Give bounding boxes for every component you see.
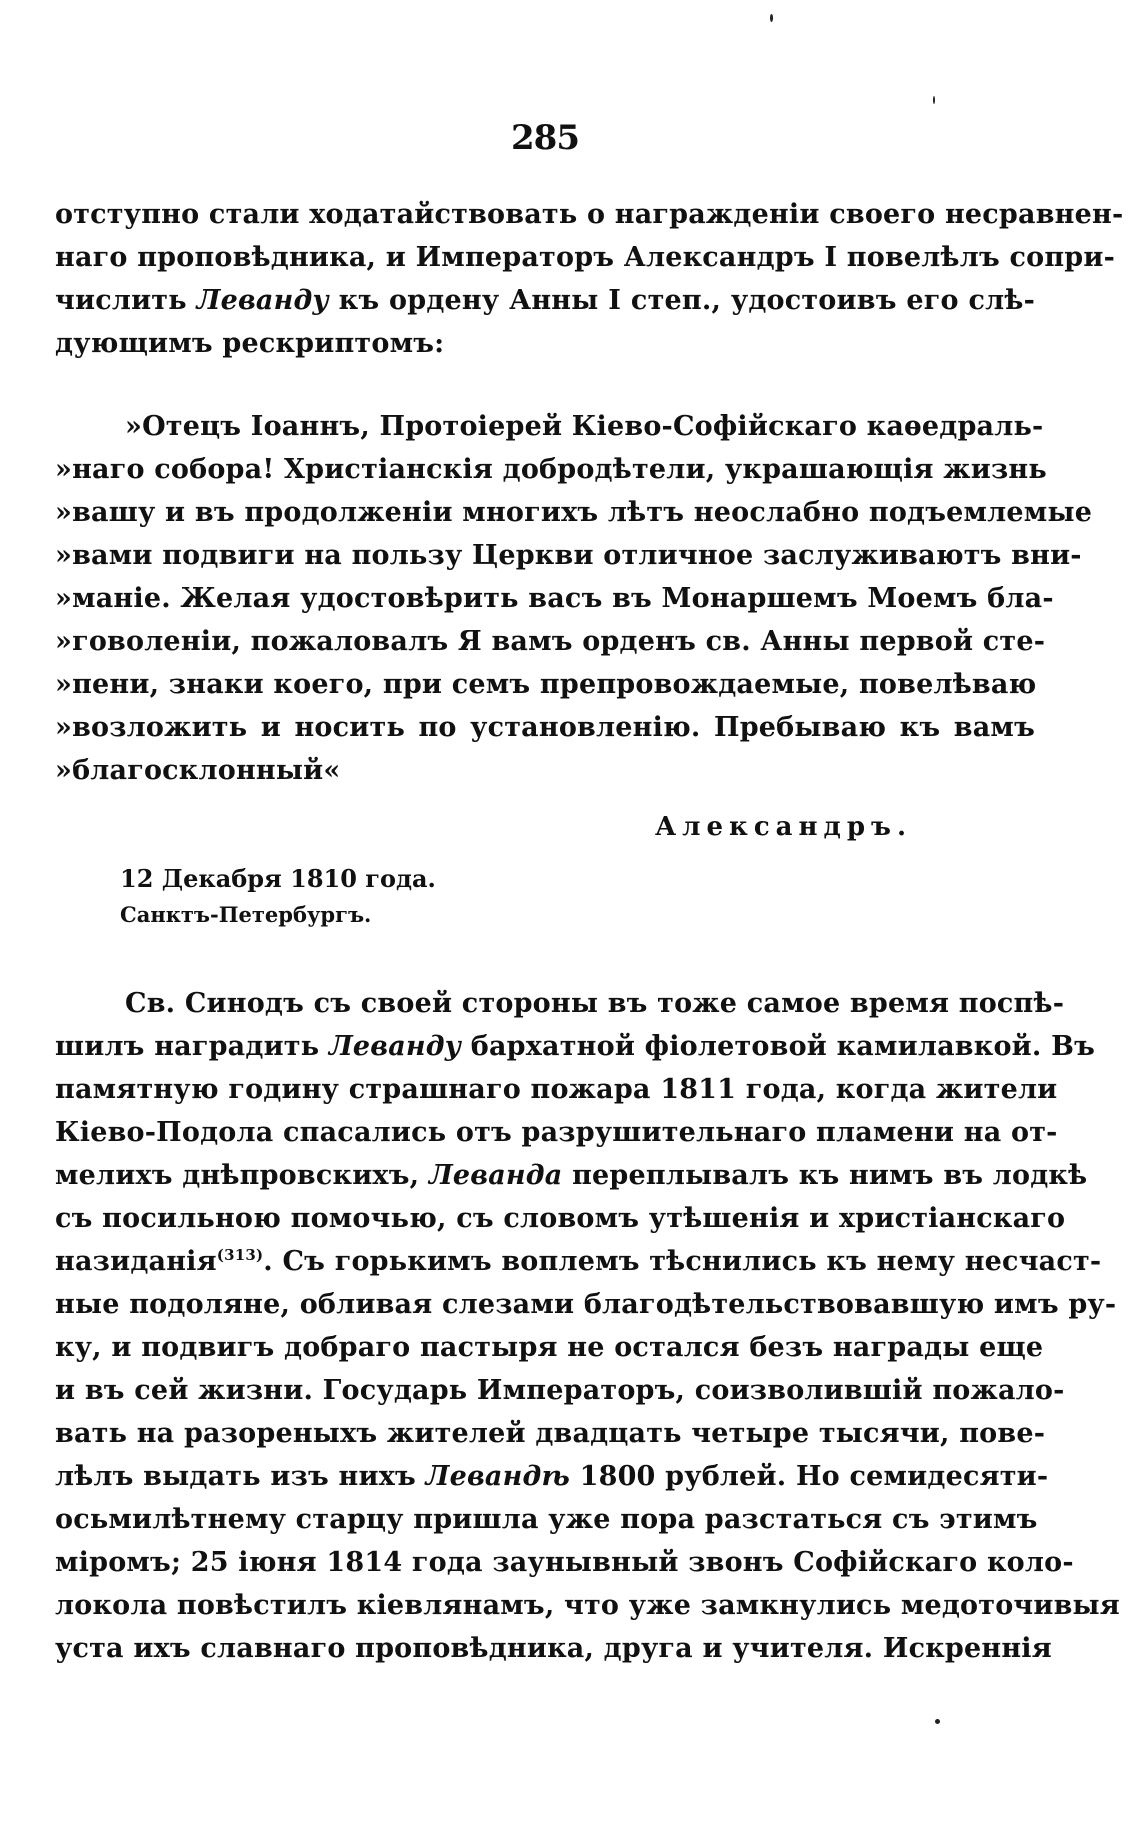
rescript-line: »наго собора! Христіанскія добродѣтели, украшающія жизнь [55,454,1047,485]
text-line [55,1025,1096,1068]
rescript-line: »возложить и носить по установленію. Пребываю къ вамъ [55,712,1035,743]
text-line: Св. Синодъ съ своей стороны въ тоже самое время поспѣ- [125,988,1065,1019]
text-segment: числить [55,285,197,316]
rescript-line: »Отецъ Іоаннъ, Протоіерей Кіево-Софійскаго каѳедраль- [125,411,1044,442]
name-levanda: Леванду [196,285,329,316]
print-speck [935,1719,940,1724]
text-segment: переплывалъ къ нимъ въ лодкѣ [562,1160,1088,1191]
text-line: вать на разореныхъ жителей двадцать четыре тысячи, пове- [55,1418,1046,1449]
text-line: ку, и подвигъ добраго пастыря не остался безъ награды еще [55,1332,1044,1363]
paragraph-petition [55,193,1124,365]
text-line: и въ сей жизни. Государь Императоръ, соизволившій пожало- [55,1375,1065,1406]
text-segment: лѣлъ выдать изъ нихъ [55,1461,426,1492]
text-segment: мелихъ днѣпровскихъ, [55,1160,429,1191]
text-line: осьмилѣтнему старцу пришла уже пора разстаться съ этимъ [55,1504,1038,1535]
rescript-line: »говоленіи, пожаловалъ Я вамъ орденъ св. Анны первой сте- [55,626,1046,657]
text-line: уста ихъ славнаго проповѣдника, друга и учителя. Искреннія [55,1633,1052,1664]
rescript-place: Санктъ-Петербургъ. [120,902,372,927]
text-segment: назиданія [55,1246,217,1277]
page-number: 285 [511,118,579,158]
text-line: локола повѣстилъ кіевлянамъ, что уже замкнулись медоточивыя [55,1590,1120,1621]
text-line: отступно стали ходатайствовать о награжденіи своего несравнен- [55,199,1124,230]
text-line [55,1455,1049,1498]
rescript-line: »маніе. Желая удостовѣрить васъ въ Монаршемъ Моемъ бла- [55,583,1054,614]
print-speck [933,96,935,104]
text-line [55,1154,1088,1197]
text-segment: . Съ горькимъ воплемъ тѣснились къ нему несчаст- [263,1246,1102,1277]
print-speck [770,14,773,22]
name-levanda: Леванду [328,1031,462,1062]
text-line: съ посильною помочью, съ словомъ утѣшенія и христіанскаго [55,1203,1066,1234]
book-page [55,0,1124,1840]
text-segment: шилъ наградить [55,1031,329,1062]
rescript-line: »вашу и въ продолженіи многихъ лѣтъ неослабно подъемлемые [55,497,1093,528]
text-line [55,1240,1102,1283]
signature-alexander: Александръ. [655,812,913,842]
name-levanda: Леванда [428,1160,563,1191]
rescript-line: »пени, знаки коего, при семъ препровождаемые, повелѣваю [55,669,1037,700]
rescript-line: »вами подвиги на пользу Церкви отличное заслуживаютъ вни- [55,540,1082,571]
text-line: міромъ; 25 іюня 1814 года заунывный звонъ Софійскаго коло- [55,1547,1074,1578]
rescript-quote [55,405,1093,792]
name-levanda: Левандѣ [425,1461,570,1492]
text-line [55,279,1035,322]
text-line: памятную годину страшнаго пожара 1811 года, когда жители [55,1074,1058,1105]
footnote-marker: (313) [216,1246,264,1264]
paragraph-synod [55,982,1120,1670]
rescript-line: »благосклонный« [55,755,341,786]
rescript-date: 12 Декабря 1810 года. [120,864,436,893]
text-line: Кіево-Подола спасались отъ разрушительнаго пламени на от- [55,1117,1058,1148]
text-line: дующимъ рескриптомъ: [55,328,445,359]
text-segment: 1800 рублей. Но семидесяти- [570,1461,1049,1492]
text-line: ные подоляне, обливая слезами благодѣтельствовавшую имъ ру- [55,1289,1117,1320]
text-line: наго проповѣдника, и Императоръ Александръ I повелѣлъ сопри- [55,242,1116,273]
text-segment: къ ордену Анны I степ., удостоивъ его слѣ- [328,285,1035,316]
text-segment: бархатной фіолетовой камилавкой. Въ [461,1031,1096,1062]
